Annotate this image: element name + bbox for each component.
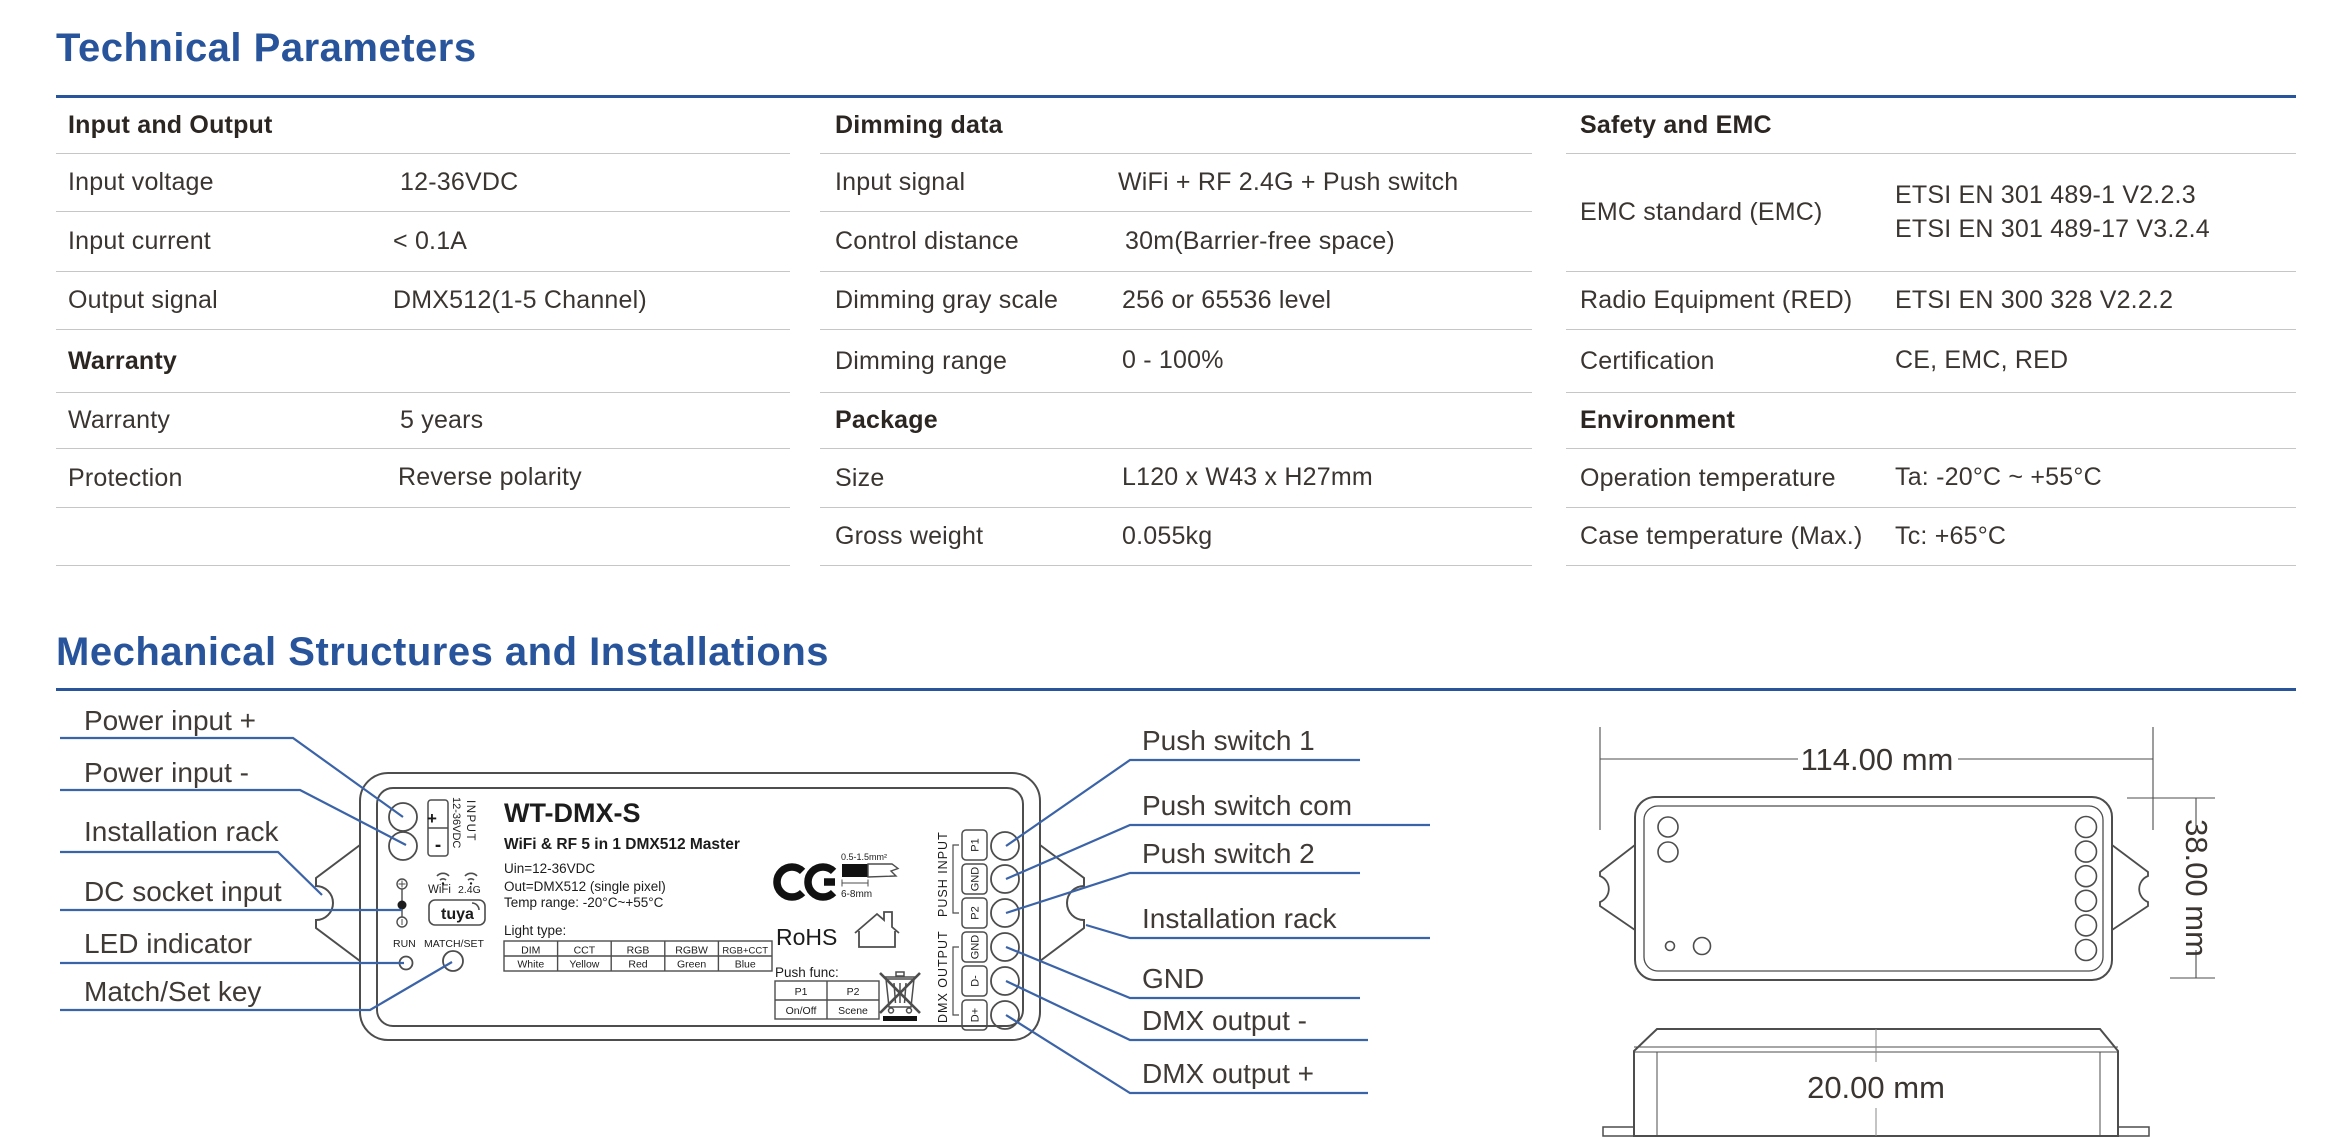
- row-value: Tc: +65°C: [1895, 521, 2007, 550]
- light-color-green: Green: [677, 958, 707, 971]
- input-vertical-label: INPUT: [464, 800, 476, 842]
- push-header-p2: P2: [846, 986, 860, 998]
- table-row: [1566, 508, 2296, 566]
- section-header: [1566, 393, 2296, 449]
- light-header-rgbcct: RGB+CCT: [722, 945, 769, 957]
- light-type-label: Light type:: [504, 923, 567, 938]
- wire-gauge-bottom-label: 6-8mm: [841, 889, 873, 900]
- callout-dmx-output-minus: DMX output -: [1142, 1005, 1307, 1036]
- callout-led-indicator: LED indicator: [84, 928, 253, 959]
- row-label: Input voltage: [68, 168, 214, 196]
- section-header-label: Warranty: [68, 346, 178, 375]
- section-header: [1566, 97, 2296, 154]
- row-value: Ta: -20°C ~ +55°C: [1895, 463, 2102, 492]
- section-header-label: Safety and EMC: [1580, 110, 1772, 139]
- dim-right-ear: [2112, 845, 2148, 930]
- mechanical-title: Mechanical Structures and Installations: [56, 630, 830, 674]
- row-value: 5 years: [400, 405, 484, 434]
- callout-gnd: GND: [1142, 963, 1205, 994]
- row-label: Input current: [68, 227, 211, 255]
- row-value: DMX512(1-5 Channel): [393, 285, 647, 314]
- callout-dc-socket-input: DC socket input: [84, 876, 282, 907]
- row-label: Case temperature (Max.): [1580, 522, 1863, 550]
- technical-parameters-title: Technical Parameters: [56, 26, 477, 70]
- sideview-right-foot: [2118, 1127, 2149, 1136]
- row-value: 0 - 100%: [1122, 346, 1224, 375]
- match-set-label: MATCH/SET: [424, 938, 484, 950]
- row-label: Dimming range: [835, 346, 1008, 375]
- table-row: [820, 330, 1532, 393]
- table-row: [820, 508, 1532, 566]
- row-value: Reverse polarity: [398, 463, 582, 492]
- dmx-output-group-label: DMX OUTPUT: [936, 930, 950, 1023]
- depth-dimension-label: 20.00 mm: [1807, 1070, 1945, 1105]
- row-value: L120 x W43 x H27mm: [1122, 463, 1373, 492]
- section-header-label: Package: [835, 406, 938, 434]
- row-value: WiFi + RF 2.4G + Push switch: [1118, 167, 1459, 196]
- callout-power-input-plus: Power input +: [84, 705, 256, 736]
- callout-power-input-minus: Power input -: [84, 757, 249, 788]
- section-header: [56, 330, 790, 393]
- table-row: [820, 272, 1532, 330]
- callout-push-switch-com: Push switch com: [1142, 790, 1353, 821]
- dim-left-ear: [1600, 845, 1635, 930]
- row-label: EMC standard (EMC): [1580, 198, 1823, 226]
- row-label: Output signal: [68, 286, 218, 314]
- device-model: WT-DMX-S: [504, 798, 641, 828]
- row-label: Certification: [1580, 346, 1715, 375]
- row-label: Protection: [68, 463, 183, 492]
- height-dimension-label: 38.00 mm: [2179, 819, 2214, 957]
- terminal-gnd-1: GND: [969, 866, 982, 892]
- push-input-group-label: PUSH INPUT: [936, 831, 950, 917]
- light-color-red: Red: [628, 958, 648, 971]
- table-row: [1566, 272, 2296, 330]
- table-row: [56, 272, 790, 330]
- push-value-scene: Scene: [838, 1005, 868, 1017]
- push-func-label: Push func:: [775, 965, 839, 980]
- terminal-gnd-2: GND: [969, 934, 982, 960]
- wifi-label: WiFi: [428, 884, 451, 896]
- table-row: [1566, 449, 2296, 508]
- terminal-minus-label: -: [434, 835, 442, 856]
- row-value-line1: ETSI EN 301 489-1 V2.2.3: [1895, 180, 2196, 209]
- row-label: Radio Equipment (RED): [1580, 286, 1853, 314]
- terminal-p1: P1: [969, 838, 982, 852]
- row-label: Control distance: [835, 227, 1019, 255]
- callout-installation-rack-right: Installation rack: [1142, 903, 1337, 934]
- spec-column-dimming: [820, 97, 1532, 566]
- device-uin: Uin=12-36VDC: [504, 861, 596, 876]
- tuya-logo-text: tuya: [441, 906, 474, 923]
- row-label: Size: [835, 463, 885, 492]
- row-value: < 0.1A: [393, 226, 468, 255]
- spec-column-safety: [1566, 97, 2296, 566]
- row-value: 30m(Barrier-free space): [1125, 226, 1395, 255]
- input-voltage-vertical-label: 12-36VDC: [450, 797, 462, 849]
- terminal-d-plus: D+: [969, 1007, 982, 1023]
- table-row: [56, 154, 790, 212]
- mechanical-diagram: [0, 690, 2352, 1140]
- light-header-rgbw: RGBW: [675, 944, 708, 957]
- section-header-label: Dimming data: [835, 110, 1003, 139]
- table-row: [56, 449, 790, 508]
- light-header-dim: DIM: [521, 944, 541, 957]
- wire-gauge-top-label: 0.5-1.5mm²: [841, 852, 888, 862]
- spec-column-input-output: [56, 97, 790, 566]
- section-header: [820, 97, 1532, 154]
- row-label: Gross weight: [835, 522, 984, 550]
- row-label: Warranty: [68, 406, 171, 434]
- light-color-yellow: Yellow: [569, 958, 600, 971]
- light-header-rgb: RGB: [626, 944, 650, 957]
- callout-push-switch-2: Push switch 2: [1142, 838, 1315, 869]
- device-subtitle: WiFi & RF 5 in 1 DMX512 Master: [504, 836, 740, 853]
- row-value: ETSI EN 300 328 V2.2.2: [1895, 285, 2174, 314]
- section-header-label: Environment: [1580, 406, 1735, 434]
- table-row: [56, 212, 790, 272]
- row-value-line2: ETSI EN 301 489-17 V3.2.4: [1895, 214, 2210, 243]
- sideview-left-foot: [1603, 1127, 1634, 1136]
- freq-label: 2.4G: [458, 884, 481, 896]
- callout-push-switch-1: Push switch 1: [1142, 725, 1315, 756]
- push-header-p1: P1: [794, 986, 808, 998]
- table-row-emc: [1566, 154, 2296, 272]
- row-value: 12-36VDC: [400, 167, 519, 196]
- row-value: CE, EMC, RED: [1895, 346, 2069, 375]
- table-row: [1566, 330, 2296, 393]
- table-row: [820, 212, 1532, 272]
- table-row: [56, 393, 790, 449]
- callout-installation-rack-left: Installation rack: [84, 816, 279, 847]
- run-label: RUN: [393, 938, 416, 950]
- section-header: [56, 97, 790, 154]
- row-label: Dimming gray scale: [835, 286, 1059, 314]
- left-installation-rack: [316, 845, 360, 961]
- terminal-d-minus: D-: [969, 975, 982, 987]
- device-out: Out=DMX512 (single pixel): [504, 879, 666, 894]
- row-value: 256 or 65536 level: [1122, 285, 1332, 314]
- width-dimension-label: 114.00 mm: [1800, 742, 1954, 777]
- section-header: [820, 393, 1532, 449]
- table-row: [820, 449, 1532, 508]
- table-row-empty: [56, 508, 790, 566]
- light-color-white: White: [517, 958, 545, 971]
- rohs-label: RoHS: [776, 924, 838, 950]
- light-header-cct: CCT: [573, 944, 596, 957]
- callout-dmx-output-plus: DMX output +: [1142, 1058, 1314, 1089]
- terminal-p2: P2: [969, 906, 982, 920]
- device-temp-range: Temp range: -20°C~+55°C: [504, 895, 664, 910]
- row-value: 0.055kg: [1122, 521, 1213, 550]
- table-row: [820, 154, 1532, 212]
- row-label: Input signal: [835, 168, 966, 196]
- light-color-blue: Blue: [734, 958, 756, 971]
- section-header-label: Input and Output: [68, 110, 273, 139]
- push-value-onoff: On/Off: [785, 1005, 817, 1017]
- terminal-plus-label: +: [427, 809, 437, 828]
- callout-match-set-key: Match/Set key: [84, 976, 262, 1007]
- dc-socket-pin-icon: [398, 901, 407, 910]
- row-label: Operation temperature: [1580, 463, 1836, 492]
